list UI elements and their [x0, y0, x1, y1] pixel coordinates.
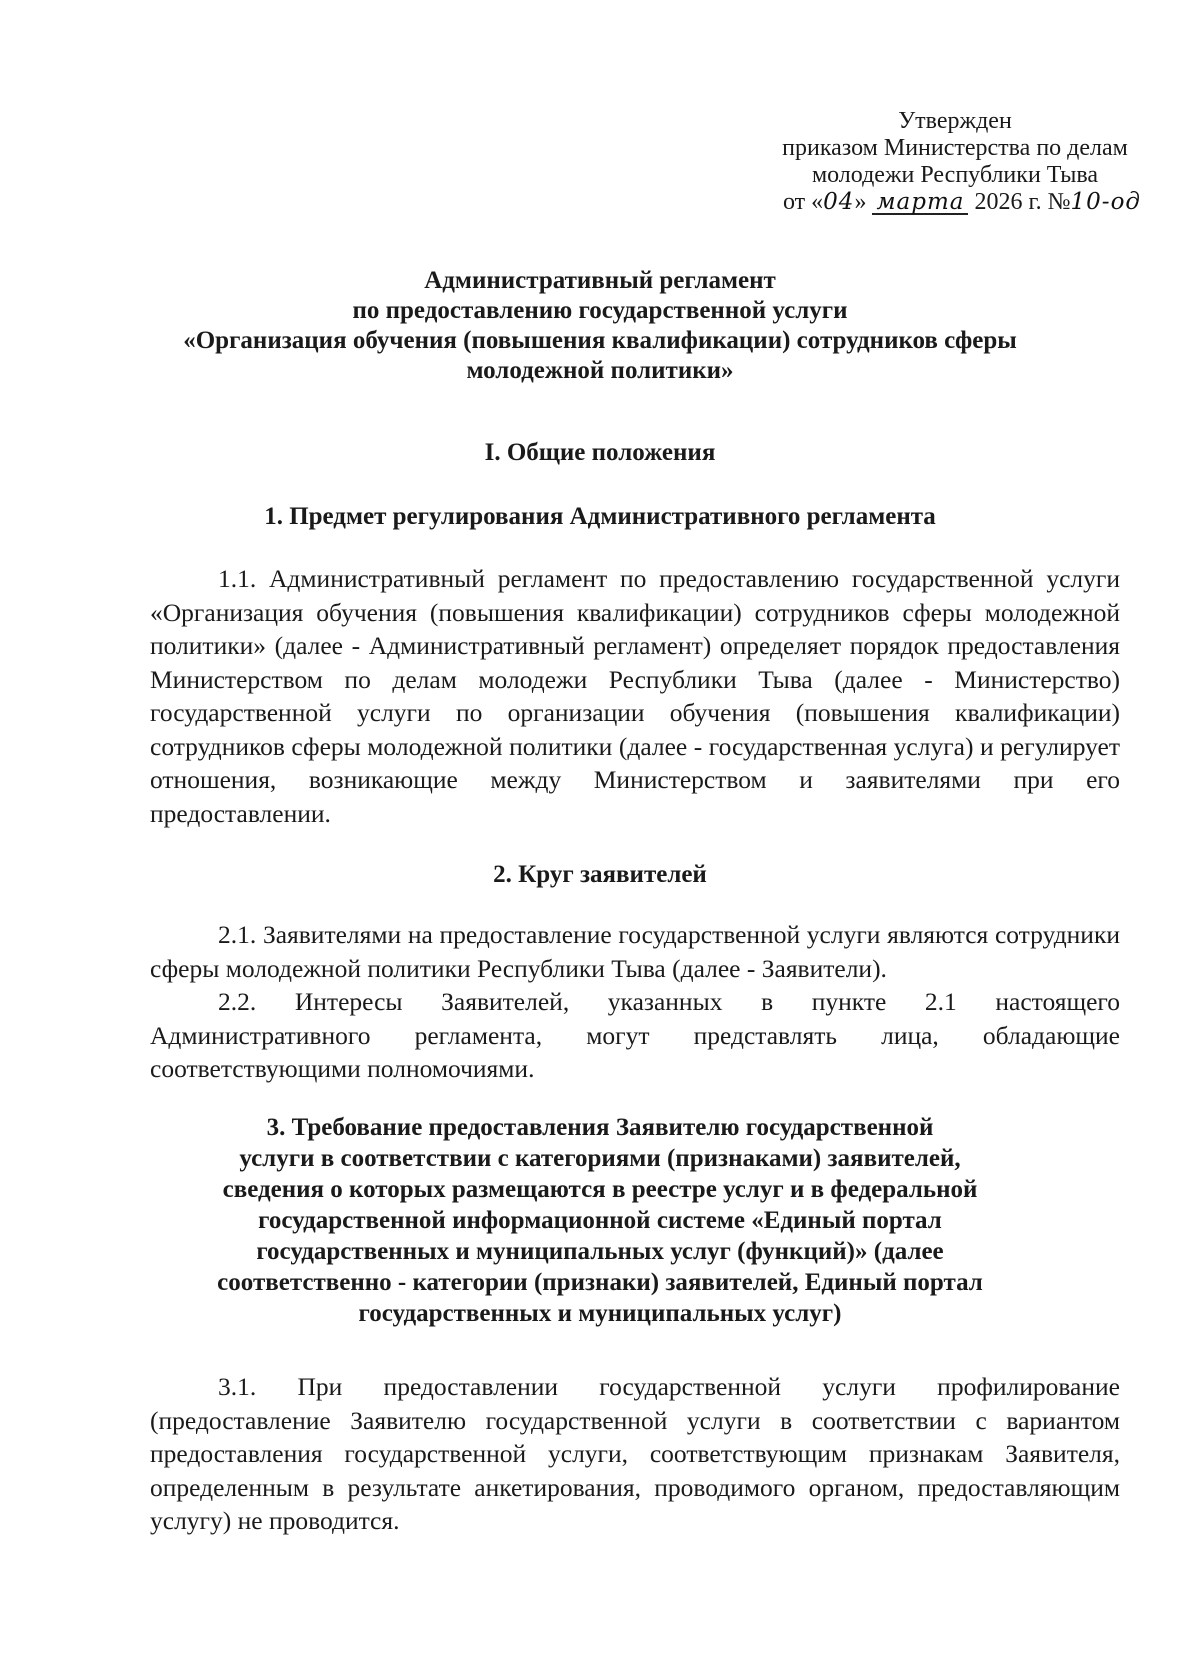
subsection-3-heading-line-3: сведения о которых размещаются в реестре услуг и в федеральной	[222, 1176, 978, 1203]
handwritten-day: 04	[823, 189, 855, 215]
handwritten-order-number: 10-од	[1070, 189, 1141, 215]
subsection-3-heading-line-2: услуги в соответствии с категориями (признаками) заявителей,	[239, 1145, 961, 1172]
approval-line-1: Утвержден	[898, 108, 1012, 134]
title-line-2: по предоставлению государственной услуги	[352, 297, 848, 324]
handwritten-month: марта	[872, 191, 968, 215]
date-prefix: от «	[783, 189, 824, 215]
approval-date-line	[775, 189, 1141, 216]
title-line-1: Административный регламент	[424, 267, 776, 294]
paragraph-2-2: 2.2. Интересы Заявителей, указанных в пункте 2.1 настоящего Административного регламента, могут представлять лица, обладающие соответствующими полномочиями.	[150, 987, 1120, 1083]
subsection-1-heading: 1. Предмет регулирования Административного регламента	[264, 503, 936, 530]
section-1-heading: I. Общие положения	[484, 439, 716, 466]
approval-line-3: молодежи Республики Тыва	[811, 162, 1099, 188]
date-year: 2026 г. №	[974, 189, 1071, 215]
title-line-4: молодежной политики»	[466, 357, 734, 384]
subsection-2-heading: 2. Круг заявителей	[493, 861, 707, 888]
date-close: »	[854, 189, 867, 215]
approval-line-2: приказом Министерства по делам	[782, 135, 1128, 161]
subsection-3-heading-line-7: государственных и муниципальных услуг)	[358, 1300, 842, 1327]
approval-stamp-block	[775, 108, 1141, 216]
subsection-3-heading-line-1: 3. Требование предоставления Заявителю государственной	[266, 1114, 934, 1141]
document-title	[120, 266, 1080, 386]
paragraph-2-1: 2.1. Заявителями на предоставление государственной услуги являются сотрудники сферы молодежной политики Республики Тыва (далее - Заявители).	[150, 920, 1120, 983]
subsection-3-heading-line-5: государственных и муниципальных услуг (функций)» (далее	[256, 1238, 944, 1265]
subsection-3-heading-line-4: государственной информационной системе «Единый портал	[258, 1207, 942, 1234]
paragraph-3-1: 3.1. При предоставлении государственной услуги профилирование (предоставление Заявителю государственной услуги в соответствии с вариантом предоставления государственной услуги, соответствующим признакам Заявителя, определенным в результате анкетирования, проводимого органом, предоставляющим услугу) не проводится.	[150, 1372, 1120, 1535]
subsection-3-heading	[120, 1112, 1080, 1329]
subsection-3-heading-line-6: соответственно - категории (признаки) заявителей, Единый портал	[217, 1269, 983, 1296]
paragraph-1-1: 1.1. Административный регламент по предоставлению государственной услуги «Организация обучения (повышения квалификации) сотрудников сферы молодежной политики» (далее - Административный регламент) определяет порядок предоставления Министерством по делам молодежи Республики Тыва (далее - Министерство) государственной услуги по организации обучения (повышения квалификации) сотрудников сферы молодежной политики (далее - государственная услуга) и регулирует отношения, возникающие между Министерством и заявителями при его предоставлении.	[150, 564, 1120, 828]
title-line-3: «Организация обучения (повышения квалификации) сотрудников сферы	[183, 327, 1017, 354]
